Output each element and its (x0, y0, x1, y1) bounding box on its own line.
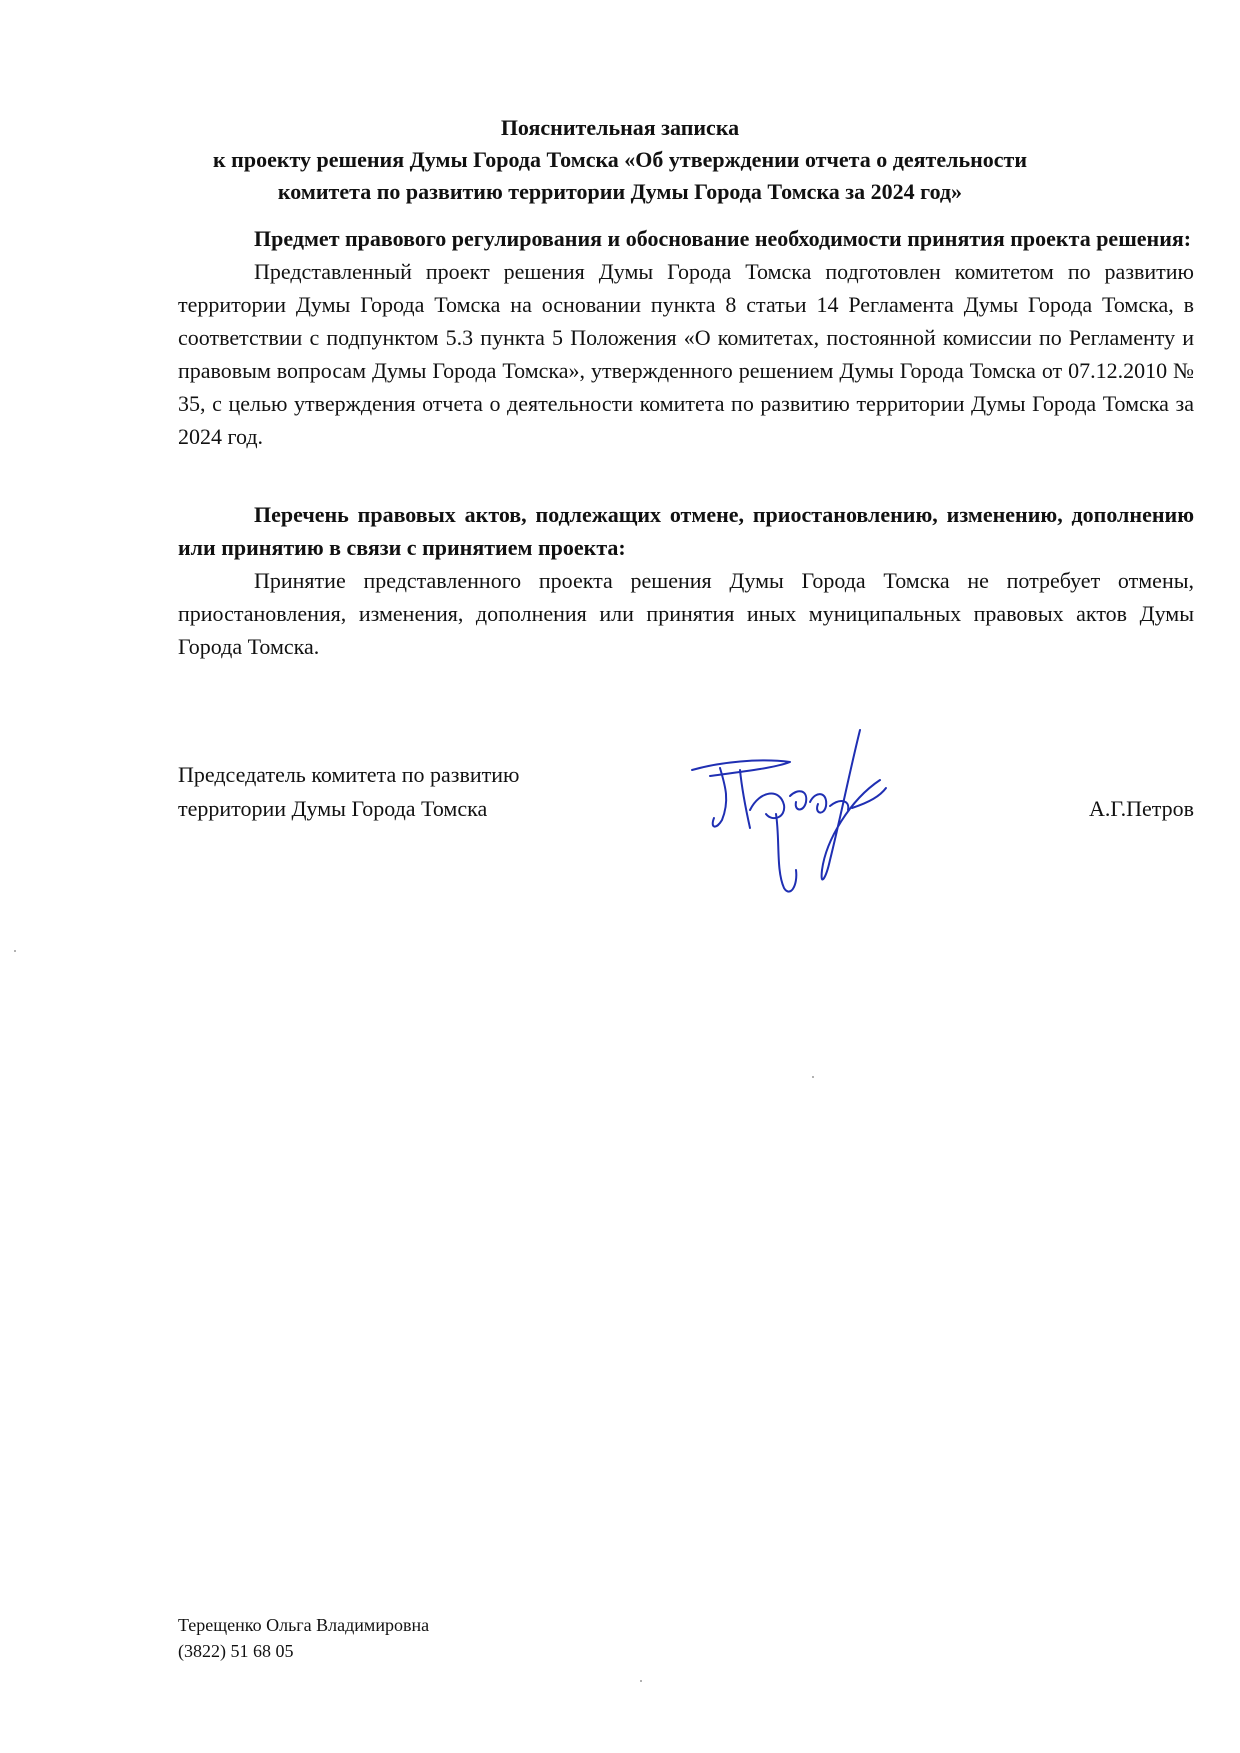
handwritten-signature (680, 710, 940, 910)
signatory-position (178, 758, 519, 826)
section-acts (178, 498, 1194, 663)
contact-person: Терещенко Ольга Владимировна (178, 1615, 430, 1635)
signatory-name: А.Г.Петров (1088, 796, 1194, 821)
title-line-1: Пояснительная записка (500, 115, 740, 140)
section-acts-body: Принятие представленного проекта решения Думы Города Томска не потребует отмены, приостановления, изменения, дополнения или принятия иных муниципальных правовых актов Думы Города Томска. (178, 568, 1194, 659)
section-subject-body: Представленный проект решения Думы Города Томска подготовлен комитетом по развитию территории Думы Города Томска на основании пункта 8 статьи 14 Регламента Думы Города Томска, в соответствии с подпунктом 5.3 пункта 5 Положения «О комитетах, постоянной комиссии по Регламенту и правовым вопросам Думы Города Томска», утвержденного решением Думы Города Томска от 07.12.2010 № 35, с целью утверждения отчета о деятельности комитета по развитию территории Думы Города Томска за 2024 год. (178, 259, 1194, 449)
scan-speck (812, 1076, 814, 1078)
signatory-position-line-1: Председатель комитета по развитию (178, 762, 520, 787)
title-line-2: к проекту решения Думы Города Томска «Об утверждении отчета о деятельности (213, 147, 1027, 172)
document-title (150, 112, 1090, 208)
contact-phone: (3822) 51 68 05 (178, 1641, 294, 1661)
scan-speck (14, 950, 16, 952)
section-subject-heading: Предмет правового регулирования и обоснование необходимости принятия проекта решения: (254, 226, 1192, 251)
contact-info (178, 1612, 429, 1664)
section-subject (178, 222, 1194, 453)
title-line-3: комитета по развитию территории Думы Города Томска за 2024 год» (277, 179, 963, 204)
section-acts-heading: Перечень правовых актов, подлежащих отмене, приостановлению, изменению, дополнению или принятию в связи с принятием проекта: (178, 502, 1194, 560)
scan-speck (640, 1680, 642, 1682)
signatory-position-line-2: территории Думы Города Томска (178, 796, 488, 821)
